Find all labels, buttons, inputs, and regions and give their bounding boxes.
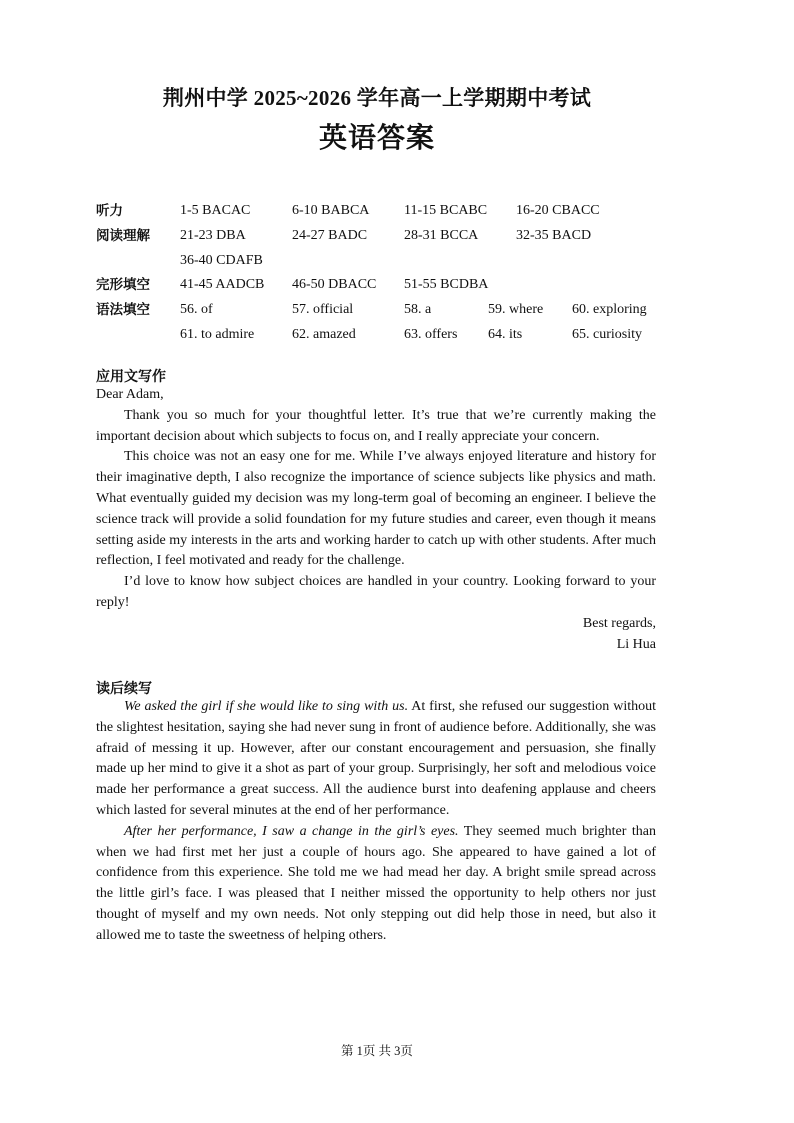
- answer-cell: 57. official: [292, 302, 354, 318]
- grammar-row: [96, 299, 696, 324]
- answer-cell: 41-45 AADCB: [180, 277, 265, 293]
- letter-heading: 应用文写作: [96, 369, 166, 385]
- page-subtitle: 英语答案: [318, 123, 435, 154]
- letter-paragraph: Thank you so much for your thoughtful letter. It’s true that we’re currently making the important decision about which subjects to focus on, and I really appreciate your concern.: [96, 407, 656, 444]
- answer-cell: 59. where: [488, 302, 544, 318]
- letter-paragraph: This choice was not an easy one for me. While I’ve always enjoyed literature and history for their imaginative depth, I also recognize the importance of science subjects like physics and math. What eventually guided my decision was my long-term goal of becoming an engineer. I believe the science track will provide a solid foundation for my future studies and career, even though it means setting aside my interests in the arts and working harder to catch up with other students. After much reflection, I feel motivated and ready for the challenge.: [96, 449, 656, 569]
- answer-cell: 36-40 CDAFB: [180, 252, 263, 268]
- answer-key: [96, 200, 696, 349]
- continuation-heading: 读后续写: [96, 681, 152, 697]
- answer-cell: 46-50 DBACC: [292, 277, 377, 293]
- letter-body: [96, 385, 656, 655]
- answer-cell: 62. amazed: [292, 326, 356, 342]
- answer-cell: 63. offers: [404, 326, 458, 342]
- page-title: 荆州中学 2025~2026 学年高一上学期期中考试: [162, 86, 592, 110]
- letter-paragraph: I’d love to know how subject choices are handled in your country. Looking forward to your reply!: [96, 574, 656, 610]
- answer-cell: 32-35 BACD: [516, 227, 592, 243]
- paragraph-lead: We asked the girl if she would like to sing with us.: [124, 699, 409, 714]
- cloze-label: 完形填空: [96, 277, 150, 294]
- letter-closing: Best regards,: [582, 615, 656, 631]
- answer-cell: 51-55 BCDBA: [404, 277, 489, 293]
- reading-row: [96, 225, 696, 250]
- cloze-row: [96, 274, 696, 299]
- answer-cell: 24-27 BADC: [292, 227, 368, 243]
- answer-cell: 6-10 BABCA: [292, 203, 370, 218]
- continuation-paragraph: [96, 822, 656, 947]
- grammar-row-2: [96, 324, 696, 349]
- grammar-label: 语法填空: [96, 302, 150, 319]
- page-number: 第 1页 共 3页: [341, 1044, 413, 1058]
- answer-cell: 11-15 BCABC: [404, 203, 488, 218]
- listening-row: [96, 200, 696, 225]
- continuation-body: [96, 697, 656, 947]
- answer-cell: 64. its: [488, 326, 523, 342]
- reading-label: 阅读理解: [96, 227, 150, 244]
- answer-cell: 16-20 CBACC: [516, 203, 600, 218]
- answer-cell: 61. to admire: [180, 326, 255, 342]
- answer-cell: 56. of: [180, 302, 213, 318]
- answer-cell: 58. a: [404, 302, 432, 318]
- letter-signature: Li Hua: [616, 636, 656, 652]
- paragraph-lead: After her performance, I saw a change in the girl’s eyes.: [124, 823, 459, 839]
- listening-label: 听力: [96, 203, 123, 219]
- answer-cell: 65. curiosity: [572, 326, 642, 342]
- answer-cell: 21-23 DBA: [180, 227, 246, 243]
- paragraph-body: They seemed much brighter than when we had first met her just a couple of hours ago. She appeared to have gained a lot of confidence from this experience. She told me we had mead her day. A bright smile spread across the little girl’s face. I was pleased that I neither missed the opportunity to help others nor just thought of myself and my own needs. Not only stepping out did help those in need, but also it allowed me to taste the sweetness of helping others.: [96, 823, 656, 943]
- answer-cell: 28-31 BCCA: [404, 227, 479, 243]
- letter-salutation: Dear Adam,: [96, 387, 164, 402]
- answer-cell: 60. exploring: [572, 302, 647, 318]
- paragraph-body: At first, she refused our suggestion without the slightest hesitation, saying she had never sung in front of audience before. Additionally, she was afraid of messing it up. However, after our constant encouragement and persuasion, she finally made up her mind to give it a shot as part of your group. Surprisingly, her soft and melodious voice made her performance a great success. All the audience burst into deafening applause and cheers which lasted for several minutes at the end of her performance.: [96, 699, 657, 818]
- answer-cell: 1-5 BACAC: [180, 203, 251, 218]
- continuation-paragraph: [96, 697, 656, 822]
- reading-row-2: [96, 250, 696, 275]
